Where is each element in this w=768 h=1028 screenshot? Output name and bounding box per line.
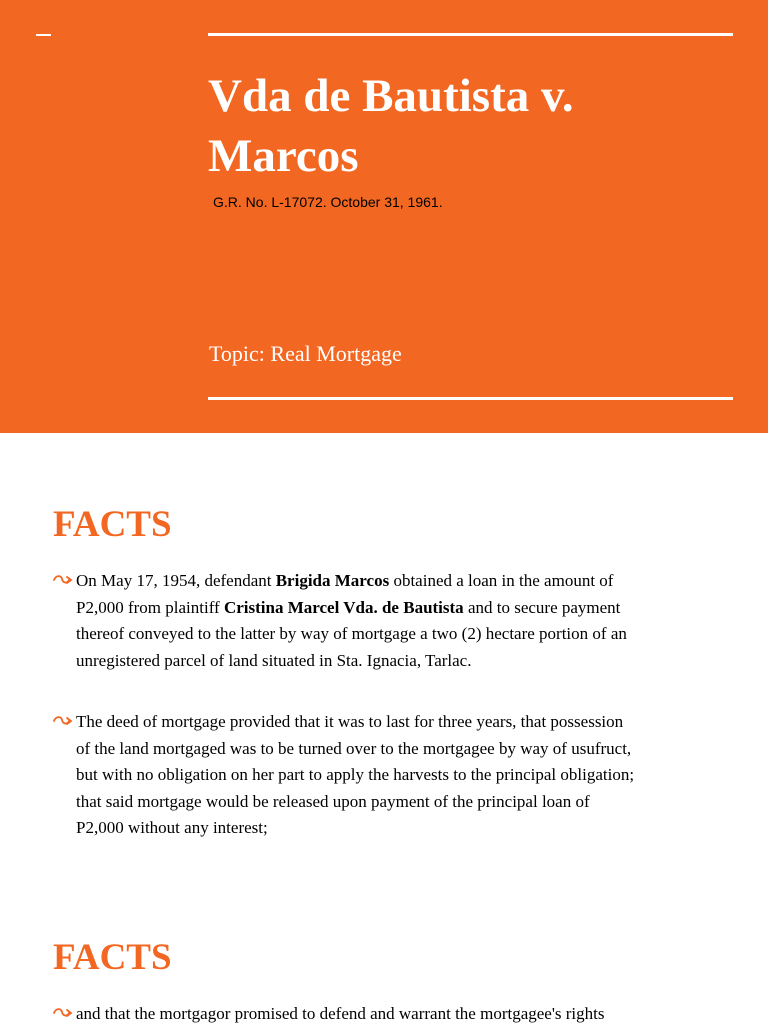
text-run: and to secure payment bbox=[463, 597, 621, 617]
bullet-text bbox=[76, 568, 718, 674]
bullet-line bbox=[76, 762, 718, 789]
bullet-line bbox=[76, 621, 718, 648]
text-run: obtained a loan in the amount of bbox=[389, 571, 614, 590]
facts-slide-1 bbox=[0, 433, 768, 913]
bold-name: Brigida Marcos bbox=[275, 571, 390, 590]
text-run: P2,000 without any interest; bbox=[76, 818, 268, 837]
text-run: of the land mortgaged was to be turned over to the mortgagee by way of usufruct, bbox=[76, 738, 632, 758]
slide-title bbox=[208, 66, 728, 186]
top-rule bbox=[208, 33, 733, 36]
bullet-line bbox=[76, 736, 718, 763]
text-run: On May 17, 1954, defendant bbox=[76, 571, 276, 590]
title-line-1: Vda de Bautista v. bbox=[208, 70, 574, 122]
swirl-bullet-icon bbox=[53, 573, 73, 585]
text-run: that said mortgage would be released upon payment of the principal loan of bbox=[76, 791, 590, 811]
bullet-item bbox=[53, 709, 718, 842]
bullet-text bbox=[76, 709, 718, 842]
bullet-line bbox=[76, 595, 718, 622]
bullet-line bbox=[76, 568, 718, 595]
text-run: The deed of mortgage provided that it was to last for three years, that possession bbox=[76, 712, 624, 731]
case-citation: G.R. No. L-17072. October 31, 1961. bbox=[213, 194, 443, 210]
title-slide bbox=[0, 0, 768, 433]
text-run: unregistered parcel of land situated in Sta. Ignacia, Tarlac. bbox=[76, 650, 472, 670]
topic-label: Topic: Real Mortgage bbox=[209, 341, 402, 366]
title-line-2: Marcos bbox=[208, 130, 359, 182]
facts-heading: FACTS bbox=[53, 937, 172, 978]
text-run: but with no obligation on her part to apply the harvests to the principal obligation; bbox=[76, 765, 635, 784]
swirl-bullet-icon bbox=[53, 714, 73, 726]
facts-slide-2 bbox=[0, 913, 768, 1024]
bullet-item bbox=[53, 568, 718, 674]
bullet-line bbox=[76, 709, 718, 736]
bottom-rule bbox=[208, 397, 733, 400]
text-run: thereof conveyed to the latter by way of mortgage a two (2) hectare portion of an bbox=[76, 624, 627, 643]
corner-dash bbox=[36, 34, 51, 36]
text-run: P2,000 from plaintiff bbox=[76, 597, 224, 617]
bullet-line bbox=[76, 789, 718, 816]
text-run: and that the mortgagor promised to defend and warrant the mortgagee's rights bbox=[76, 1004, 605, 1023]
swirl-bullet-icon bbox=[53, 1006, 73, 1018]
bullet-line bbox=[76, 815, 718, 842]
bold-name: Cristina Marcel Vda. de Bautista bbox=[223, 597, 464, 617]
bullet-line bbox=[76, 648, 718, 675]
facts-heading: FACTS bbox=[53, 504, 172, 545]
